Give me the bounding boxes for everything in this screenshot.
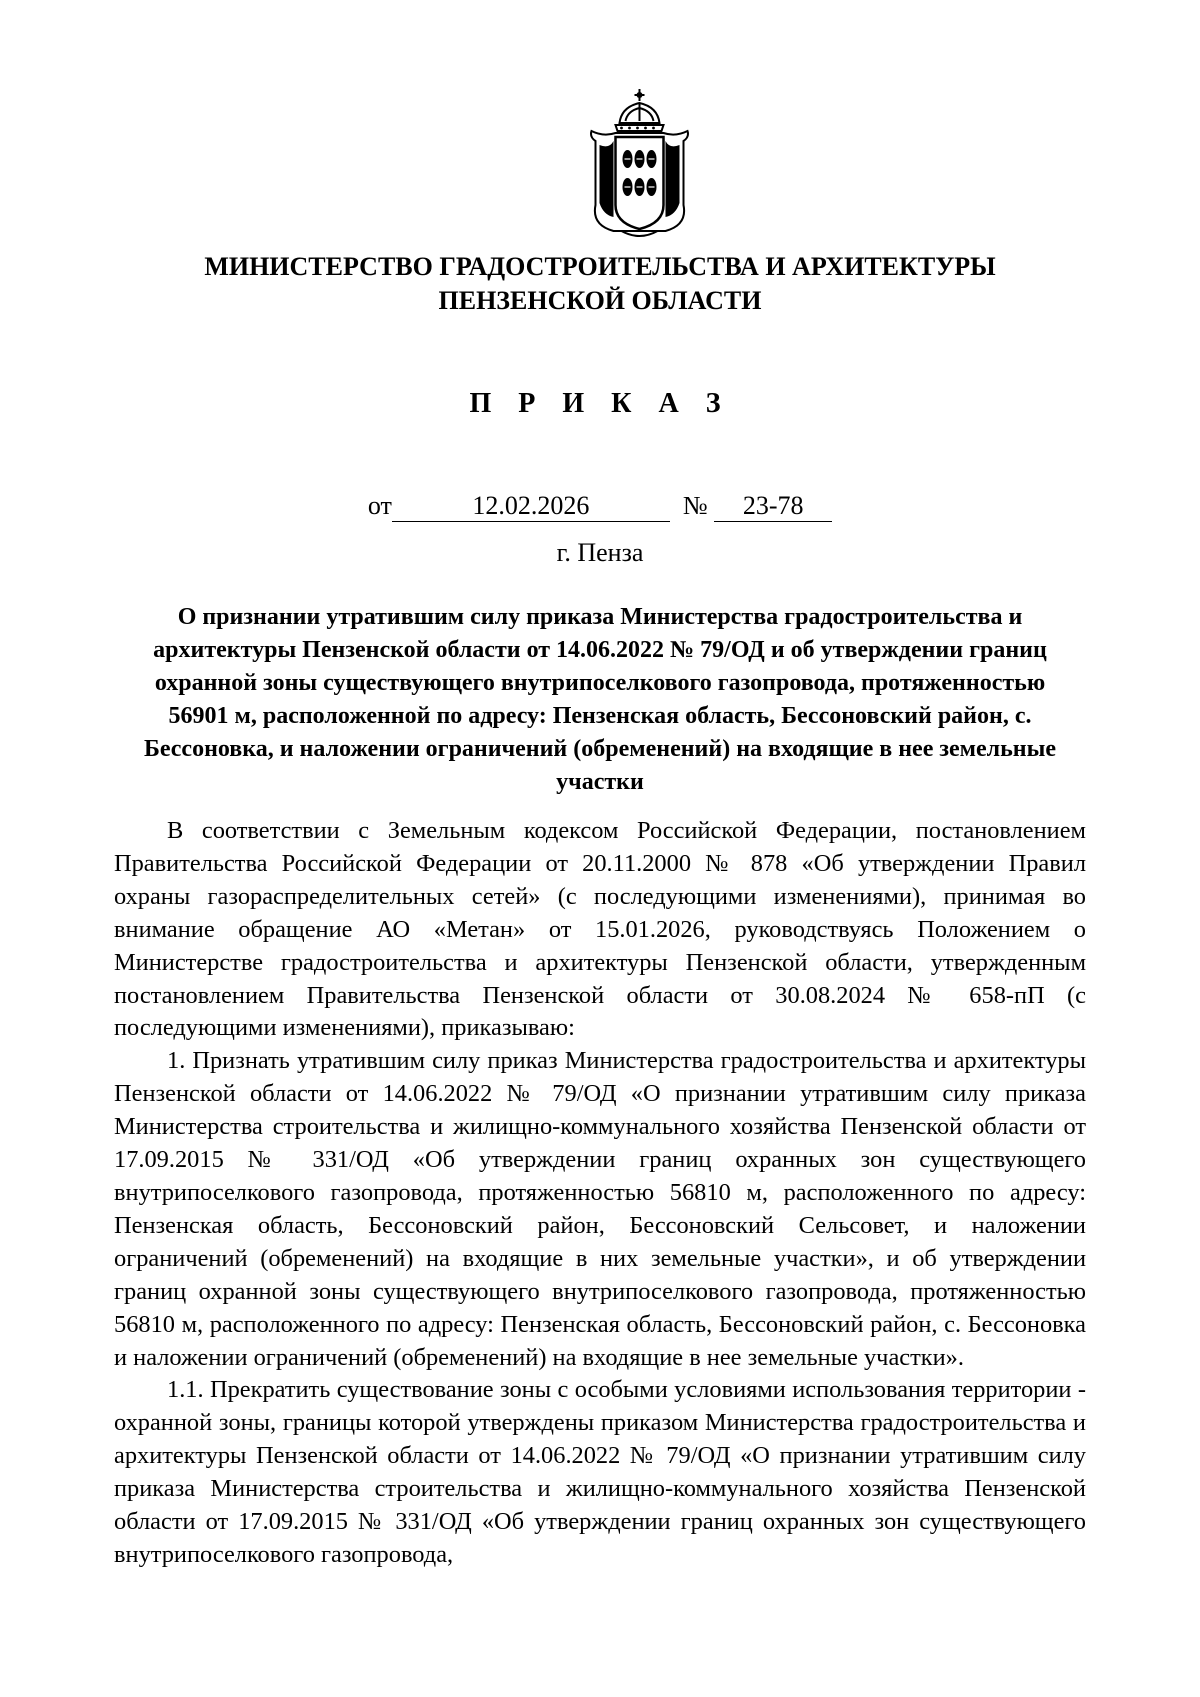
date-number-line xyxy=(0,490,1200,522)
document-body xyxy=(114,815,1086,1572)
document-title: О признании утратившим силу приказа Министерства градостроительства и архитектуры Пензенской области от 14.06.2022 № 79/ОД и об утверждении границ охранной зоны существующего внутрипоселкового газопровода, протяженностью 56901 м, расположенной по адресу: Пензенская область, Бессоновский район, с. Бессоновка, и наложении ограничений (обременений) на входящие в нее земельные участки xyxy=(143,604,1057,795)
ministry-name-line-2: ПЕНЗЕНСКОЙ ОБЛАСТИ xyxy=(438,286,762,315)
number-prefix: № xyxy=(682,491,708,520)
clause-1-1-paragraph: 1.1. Прекратить существование зоны с особыми условиями использования территории - охранной зоны, границы которой утверждены приказом Министерства градостроительства и архитектуры Пензенской области от 14.06.2022 № 79/ОД «О признании утратившим силу приказа Министерства строительства и жилищно-коммунального хозяйства Пензенской области от 17.09.2015 № 331/ОД «Об утверждении границ охранных зон существующего внутрипоселкового газопровода, xyxy=(114,1376,1086,1568)
document-type-heading: П Р И К А З xyxy=(469,388,731,419)
order-number: 23-78 xyxy=(714,491,832,522)
ministry-name xyxy=(0,250,1200,318)
city-name: г. Пенза xyxy=(556,538,644,567)
order-date: 12.02.2026 xyxy=(392,491,670,522)
ministry-name-line-1: МИНИСТЕРСТВО ГРАДОСТРОИТЕЛЬСТВА И АРХИТЕКТУРЫ xyxy=(204,252,996,281)
clause-1-paragraph: 1. Признать утратившим силу приказ Министерства градостроительства и архитектуры Пензенской области от 14.06.2022 № 79/ОД «О признании утратившим силу приказа Министерства строительства и жилищно-коммунального хозяйства Пензенской области от 17.09.2015 № 331/ОД «Об утверждении границ охранных зон существующего внутрипоселкового газопровода, протяженностью 56810 м, расположенного по адресу: Пензенская область, Бессоновский район, Бессоновский Сельсовет, и наложении ограничений (обременений) на входящие в них земельные участки», и об утверждении границ охранной зоны существующего внутрипоселкового газопровода, протяженностью 56810 м, расположенного по адресу: Пензенская область, Бессоновский район, с. Бессоновка и наложении ограничений (обременений) на входящие в нее земельные участки». xyxy=(114,1047,1086,1371)
preamble-paragraph: В соответствии с Земельным кодексом Российской Федерации, постановлением Правительства Российской Федерации от 20.11.2000 № 878 «Об утверждении Правил охраны газораспределительных сетей» (с последующими изменениями), принимая во внимание обращение АО «Метан» от 15.01.2026, руководствуясь Положением о Министерстве градостроительства и архитектуры Пензенской области, утвержденным постановлением Правительства Пензенской области от 30.08.2024 № 658-пП (с последующими изменениями), приказываю: xyxy=(114,817,1086,1042)
coat-of-arms-icon xyxy=(569,85,710,245)
date-prefix: от xyxy=(367,491,392,520)
